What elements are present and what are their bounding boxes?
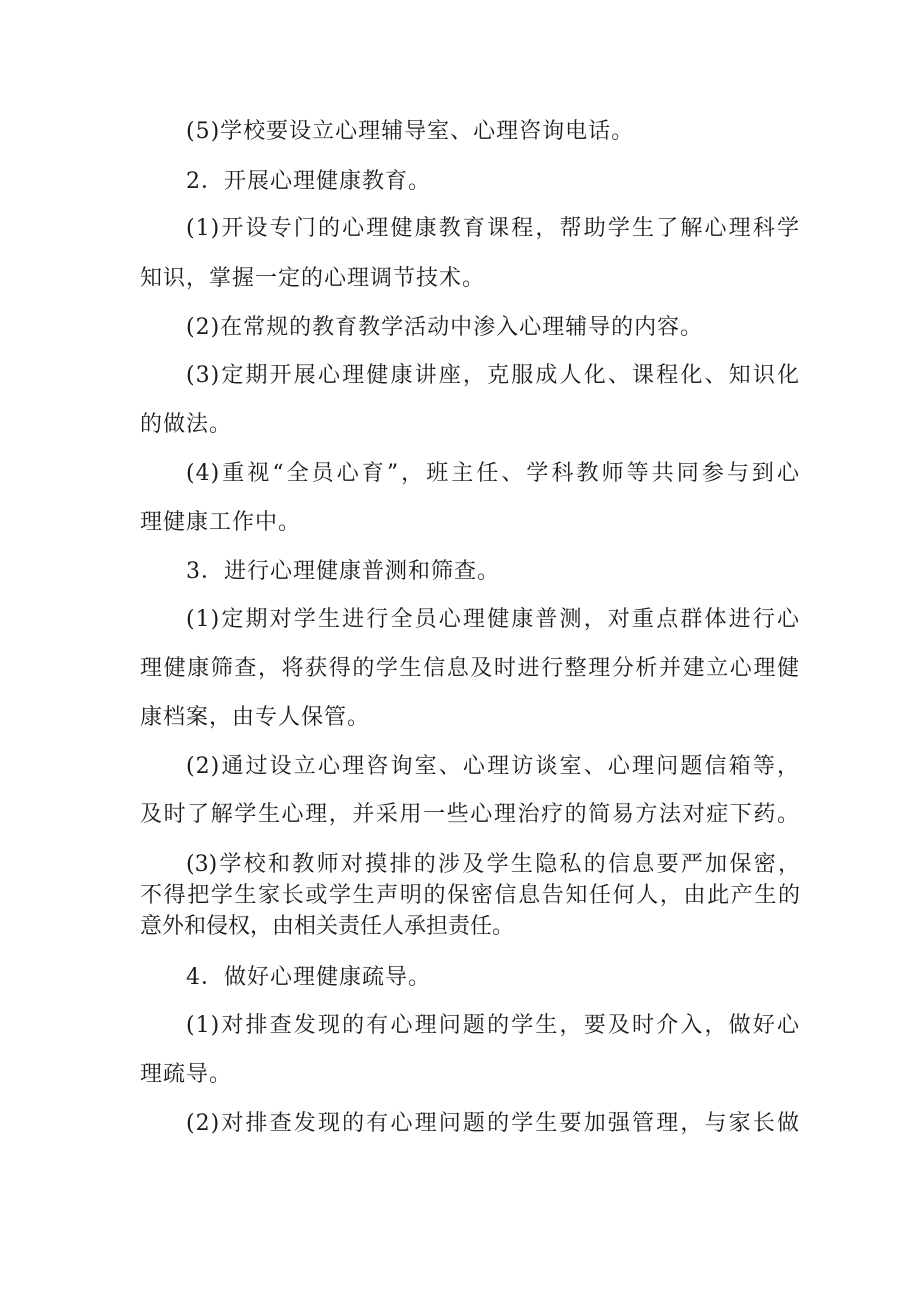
- paragraph-line-17: 不得把学生家长或学生声明的保密信息告知任何人，由此产生的: [140, 883, 800, 908]
- paragraph-line-8: (4)重视“全员心育”，班主任、学科教师等共同参与到心: [186, 461, 800, 486]
- paragraph-line-5: (2)在常规的教育教学活动中渗入心理辅导的内容。: [186, 315, 704, 340]
- paragraph-line-7: 的做法。: [140, 412, 233, 437]
- paragraph-line-21: 理疏导。: [140, 1062, 233, 1087]
- paragraph-line-6: (3)定期开展心理健康讲座，克服成人化、课程化、知识化: [186, 363, 800, 388]
- paragraph-line-4: 知识，掌握一定的心理调节技术。: [140, 266, 486, 291]
- paragraph-line-12: 理健康筛查，将获得的学生信息及时进行整理分析并建立心理健: [140, 656, 800, 681]
- paragraph-line-14: (2)通过设立心理咨询室、心理访谈室、心理问题信箱等，: [186, 754, 800, 779]
- paragraph-line-15: 及时了解学生心理，并采用一些心理治疗的简易方法对症下药。: [140, 802, 800, 827]
- paragraph-line-9: 理健康工作中。: [140, 510, 302, 535]
- section-heading-3: 3．进行心理健康普测和筛查。: [186, 559, 500, 584]
- section-heading-2: 2．开展心理健康教育。: [186, 169, 431, 194]
- paragraph-line-20: (1)对排查发现的有心理问题的学生，要及时介入，做好心: [186, 1013, 800, 1038]
- paragraph-line-22: (2)对排查发现的有心理问题的学生要加强管理，与家长做: [186, 1111, 800, 1136]
- paragraph-line-11: (1)定期对学生进行全员心理健康普测，对重点群体进行心: [186, 607, 800, 632]
- paragraph-line-1: (5)学校要设立心理辅导室、心理咨询电话。: [186, 119, 635, 144]
- paragraph-line-13: 康档案，由专人保管。: [140, 705, 371, 730]
- paragraph-line-18: 意外和侵权，由相关责任人承担责任。: [140, 914, 515, 939]
- section-heading-4: 4．做好心理健康疏导。: [186, 965, 431, 990]
- paragraph-line-3: (1)开设专门的心理健康教育课程，帮助学生了解心理科学: [186, 216, 800, 241]
- paragraph-line-16: (3)学校和教师对摸排的涉及学生隐私的信息要严加保密，: [186, 852, 800, 877]
